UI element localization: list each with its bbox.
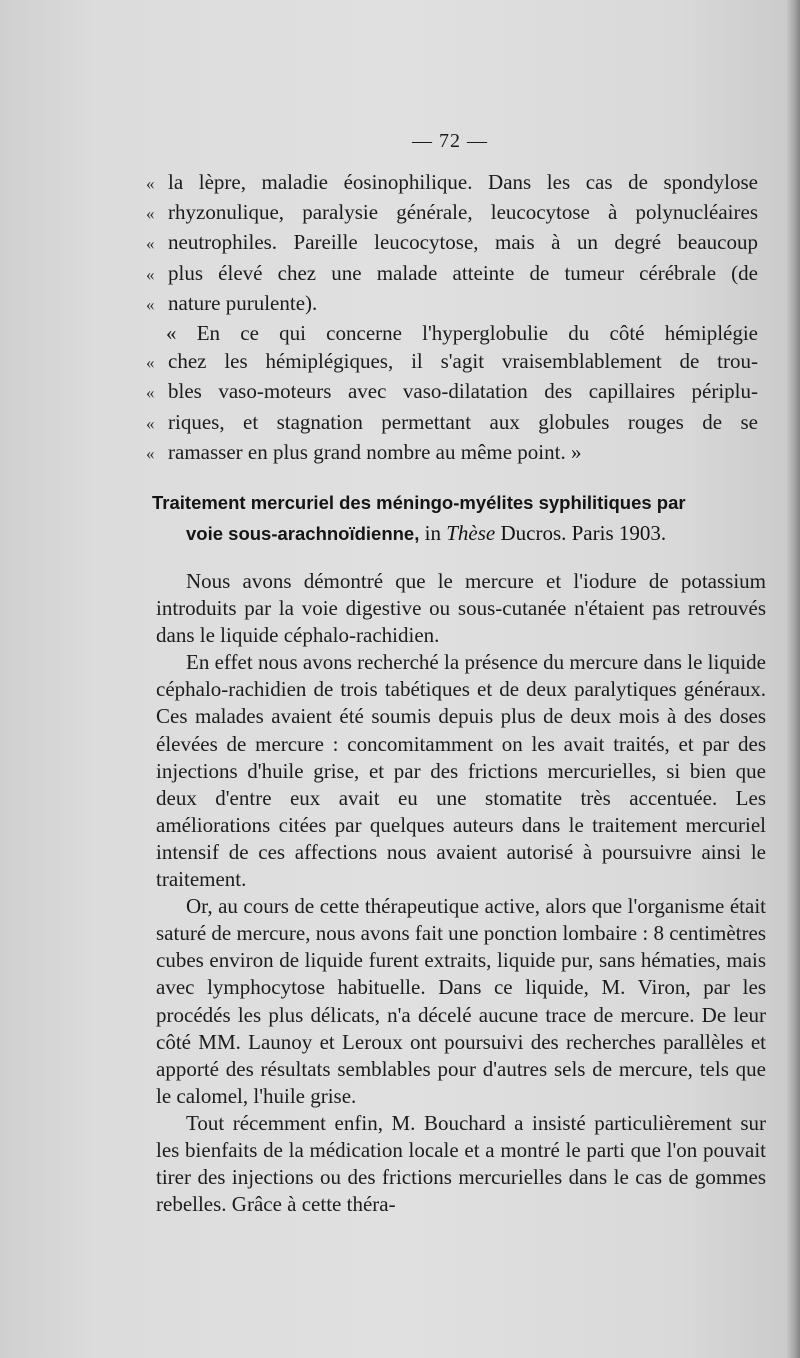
paragraph: Nous avons démontré que le mercure et l'iodure de potassium introduits par la voie digestive ou sous-cutanée n'étaient pas retrouvés dans le liquide céphalo-rachidien. bbox=[156, 569, 766, 648]
quote-line bbox=[146, 259, 758, 289]
quote-line bbox=[146, 228, 758, 258]
quote-mark: « bbox=[146, 204, 155, 224]
quote-mark: « bbox=[146, 264, 155, 284]
paragraph: En effet nous avons recherché la présence du mercure dans le liquide céphalo-rachidien de trois tabétiques et de deux paralytiques généraux. Ces malades avaient été soumis depuis plus de deux mois à des doses élevées de mercure : concomitamment on les avait traités, et par des injections d'huile grise, et par des frictions mercurielles, si bien que deux d'entre eux avait eu une stomatite très accentuée. Les améliorations citées par quelques auteurs dans le traitement mercuriel intensif de ces affections nous avaient autorisé à poursuivre ainsi le traitement. bbox=[156, 650, 766, 892]
quote-line-text: « En ce qui concerne l'hyperglobulie du côté hémiplégie bbox=[166, 321, 758, 346]
paragraph: Tout récemment enfin, M. Bouchard a insisté particulièrement sur les bienfaits de la médication locale et a montré le parti que l'on pouvait tirer des injections ou des frictions mercurielles dans le cas de gommes rebelles. Grâce à cette théra- bbox=[156, 1110, 766, 1217]
quote-mark: « bbox=[146, 234, 155, 254]
quote-line bbox=[146, 377, 758, 407]
quote-line bbox=[146, 319, 758, 347]
quote-line-text: neutrophiles. Pareille leucocytose, mais à un degré beaucoup bbox=[168, 230, 758, 255]
quote-line bbox=[146, 168, 758, 198]
heading-line-2 bbox=[152, 518, 758, 549]
quote-line-text: rhyzonulique, paralysie générale, leucocytose à polynucléaires bbox=[168, 200, 758, 225]
quote-line-text: plus élevé chez une malade atteinte de tumeur cérébrale (de bbox=[168, 260, 758, 285]
quote-line bbox=[146, 198, 758, 228]
quote-line bbox=[146, 289, 758, 319]
quote-line-text: la lèpre, maladie éosinophilique. Dans les cas de spondylose bbox=[168, 170, 758, 194]
quote-line-text: riques, et stagnation permettant aux globules rouges de se bbox=[168, 409, 758, 434]
quote-mark: « bbox=[146, 443, 155, 463]
quote-line bbox=[146, 347, 758, 377]
quote-line bbox=[146, 408, 758, 438]
quote-mark: « bbox=[146, 413, 155, 433]
quote-line-text: bles vaso-moteurs avec vaso-dilatation des capillaires périplu- bbox=[168, 379, 758, 404]
page-number: — 72 — bbox=[412, 130, 488, 152]
quote-line-text: chez les hémiplégiques, il s'agit vraisemblablement de trou- bbox=[168, 349, 758, 374]
quote-line-text: ramasser en plus grand nombre au même point. » bbox=[168, 439, 582, 464]
paragraph: Or, au cours de cette thérapeutique active, alors que l'organisme était saturé de mercure, nous avons fait une ponction lombaire : 8 centimètres cubes environ de liquide furent extraits, liquide pur, sans hématies, mais avec lymphocytose habituelle. Dans ce liquide, M. Viron, par les procédés les plus délicats, n'a décelé aucune trace de mercure. De leur côté MM. Launoy et Leroux ont poursuivi des recherches parallèles et apporté des résultats semblables pour d'autres sels de mercure, tels que le calomel, l'huile grise. bbox=[156, 894, 766, 1108]
quote-mark: « bbox=[146, 294, 155, 314]
heading-in: in bbox=[419, 521, 447, 545]
quoted-passage bbox=[146, 168, 758, 468]
heading-line-1: Traitement mercuriel des méningo-myélites syphilitiques par bbox=[152, 492, 686, 513]
quote-mark: « bbox=[146, 353, 155, 373]
body-text bbox=[156, 568, 766, 1218]
section-heading bbox=[152, 488, 758, 549]
quote-line-text: nature purulente). bbox=[168, 290, 318, 315]
quote-mark: « bbox=[146, 174, 155, 193]
quote-mark: « bbox=[146, 383, 155, 403]
quote-line bbox=[146, 438, 758, 468]
heading-bold-part: voie sous-arachnoïdienne, bbox=[186, 523, 420, 544]
heading-these: Thèse bbox=[446, 521, 496, 545]
heading-reference: Ducros. Paris 1903. bbox=[495, 521, 667, 545]
page-edge-shadow bbox=[786, 0, 800, 1358]
